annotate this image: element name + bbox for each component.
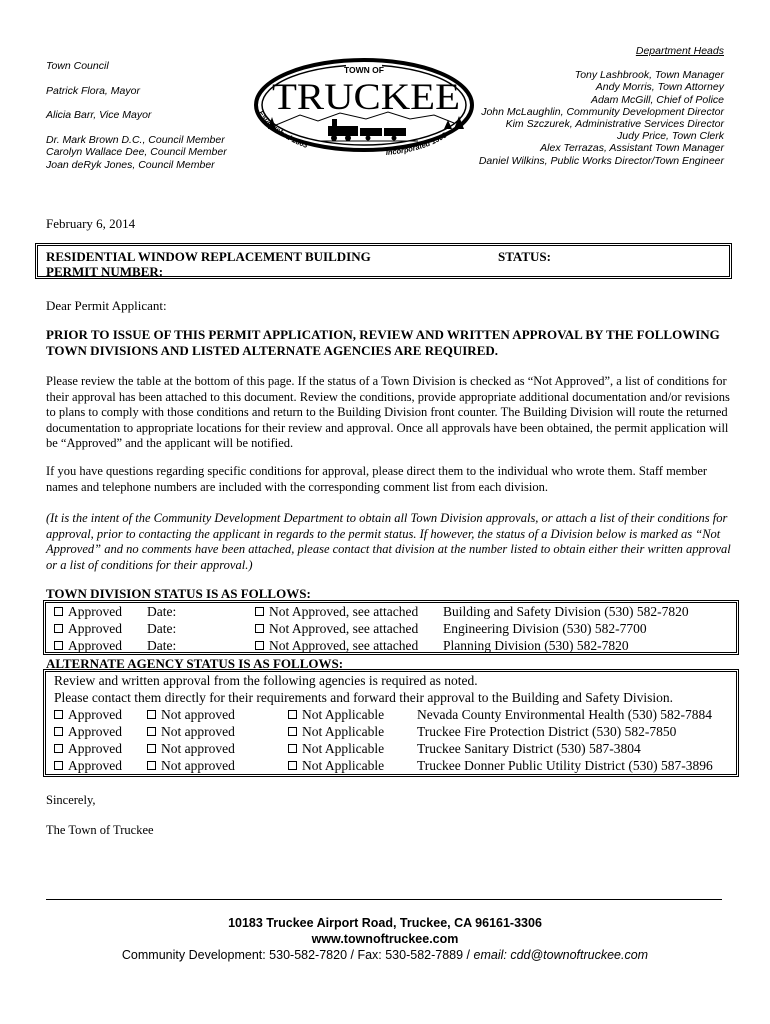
alternate-agency-title: ALTERNATE AGENCY STATUS IS AS FOLLOWS:: [46, 656, 344, 671]
not-approved-checkbox[interactable]: [255, 607, 264, 616]
department-heads-title: Department Heads: [635, 45, 724, 57]
prior-notice: PRIOR TO ISSUE OF THIS PERMIT APPLICATION, REVIEW AND WRITTEN APPROVAL BY THE FOLLOWING TOWN DIVISIONS AND LISTED ALTERNATE AGENCIES ARE REQUIRED.: [46, 327, 720, 358]
department-head: John McLaughlin, Community Development Director: [481, 105, 724, 118]
agency-intro: Review and written approval from the following agencies is required as noted.: [54, 673, 478, 688]
approved-checkbox[interactable]: [54, 641, 63, 650]
approved-checkbox[interactable]: [54, 710, 63, 719]
agency-name: Nevada County Environmental Health (530) 582-7884: [417, 707, 713, 722]
department-head: Tony Lashbrook, Town Manager: [574, 69, 724, 82]
letter-date: February 6, 2014: [46, 216, 136, 231]
closing-sincerely: Sincerely,: [46, 793, 96, 807]
date-label: Date:: [147, 638, 177, 653]
approved-checkbox[interactable]: [54, 624, 63, 633]
division-name: Planning Division (530) 582-7820: [443, 638, 629, 653]
council-member: Dr. Mark Brown D.C., Council Member: [46, 133, 225, 146]
department-head: Adam McGill, Chief of Police: [590, 93, 724, 106]
alternate-agency-table: [43, 669, 739, 777]
not-applicable-checkbox[interactable]: [288, 761, 297, 770]
town-division-title: TOWN DIVISION STATUS IS AS FOLLOWS:: [46, 586, 311, 601]
logo-top-text: TOWN OF: [344, 65, 384, 75]
not-approved-checkbox[interactable]: [147, 710, 156, 719]
footer-website[interactable]: www.townoftruckee.com: [311, 932, 459, 946]
agency-row: Approved Not approved Not Applicable Truckee Donner Public Utility District (530) 587-3896: [46, 758, 736, 775]
division-name: Building and Safety Division (530) 582-7820: [443, 604, 689, 619]
council-vice-mayor: Alicia Barr, Vice Mayor: [46, 109, 152, 121]
date-label: Date:: [147, 604, 177, 619]
department-head: Alex Terrazas, Assistant Town Manager: [540, 142, 724, 155]
not-applicable-checkbox[interactable]: [288, 710, 297, 719]
logo-established-text: Established 1863: [256, 108, 310, 150]
closing-signature: The Town of Truckee: [46, 823, 154, 837]
town-of-truckee-logo: [248, 55, 480, 163]
not-approved-checkbox[interactable]: [255, 641, 264, 650]
town-division-row: Approved Date: Not Approved, see attached Engineering Division (530) 582-7700: [46, 621, 736, 638]
division-name: Engineering Division (530) 582-7700: [443, 621, 647, 636]
permit-header-box: [35, 243, 732, 279]
agency-name: Truckee Fire Protection District (530) 582-7850: [417, 724, 677, 739]
not-approved-checkbox[interactable]: [255, 624, 264, 633]
town-division-row: Approved Date: Not Approved, see attached Building and Safety Division (530) 582-7820: [46, 604, 736, 621]
agency-name: Truckee Donner Public Utility District (530) 587-3896: [417, 758, 713, 773]
council-member: Joan deRyk Jones, Council Member: [46, 158, 215, 171]
footer-contact: [0, 948, 770, 962]
footer-address: 10183 Truckee Airport Road, Truckee, CA 96161-3306: [228, 916, 542, 930]
paragraph-questions: If you have questions regarding specific conditions for approval, please direct them to the individual who wrote them. Staff member names and telephone numbers are included with the corresponding comment list from each division.: [46, 464, 708, 494]
department-head: Judy Price, Town Clerk: [617, 130, 724, 143]
department-head: Daniel Wilkins, Public Works Director/Town Engineer: [478, 154, 724, 167]
not-applicable-checkbox[interactable]: [288, 744, 297, 753]
town-division-row: Approved Date: Not Approved, see attached Planning Division (530) 582-7820: [46, 638, 736, 655]
agency-intro: Please contact them directly for their requirements and forward their approval to the Building and Safety Division.: [54, 690, 673, 705]
agency-name: Truckee Sanitary District (530) 587-3804: [417, 741, 641, 756]
department-head: Andy Morris, Town Attorney: [595, 81, 724, 94]
agency-row: Approved Not approved Not Applicable Truckee Fire Protection District (530) 582-7850: [46, 724, 736, 741]
approved-checkbox[interactable]: [54, 761, 63, 770]
permit-number-label: PERMIT NUMBER:: [46, 264, 164, 279]
town-council-list: [46, 60, 227, 171]
permit-status-label: STATUS:: [498, 249, 551, 264]
not-applicable-checkbox[interactable]: [288, 727, 297, 736]
department-heads-list: [479, 45, 724, 167]
not-approved-checkbox[interactable]: [147, 744, 156, 753]
council-mayor: Patrick Flora, Mayor: [46, 84, 140, 97]
council-title: Town Council: [46, 60, 109, 72]
town-division-table: [43, 600, 739, 655]
date-label: Date:: [147, 621, 177, 636]
not-approved-checkbox[interactable]: [147, 727, 156, 736]
footer-phone-fax: Community Development: 530-582-7820 / Fax: 530-582-7889 /: [121, 948, 474, 962]
paragraph-intent: (It is the intent of the Community Development Department to obtain all Town Division approvals, or attach a list of their conditions for approval, prior to contacting the applicant in regards to the permit status. If however, the status of a Division below is marked as “Not Approved” and no comments have been attached, please contact that division at the number listed to obtain either their written approval or a list of conditions for their approval.): [46, 511, 731, 572]
not-approved-checkbox[interactable]: [147, 761, 156, 770]
approved-checkbox[interactable]: [54, 727, 63, 736]
department-head: Kim Szczurek, Administrative Services Director: [505, 118, 724, 131]
paragraph-instructions: Please review the table at the bottom of this page. If the status of a Town Division is checked as “Not Approved”, a list of conditions for their approval has been attached to this document. Review the conditions, provide appropriate additional documentation and/or revisions to plans to comply with those conditions and return to the Building Division front counter. The Building Division will route the returned documentation to appropriate locations for their review and approval. Once all approvals have been obtained, the permit application will be “Approved” and the applicant will be notified.: [46, 374, 730, 451]
logo-incorporated-text: Incorporated 1993: [385, 130, 449, 157]
approved-checkbox[interactable]: [54, 744, 63, 753]
approved-checkbox[interactable]: [54, 607, 63, 616]
logo-name: TRUCKEE: [272, 77, 460, 118]
agency-row: Approved Not approved Not Applicable Truckee Sanitary District (530) 587-3804: [46, 741, 736, 758]
footer-email[interactable]: email: cdd@townoftruckee.com: [473, 948, 649, 962]
council-member: Carolyn Wallace Dee, Council Member: [46, 146, 227, 158]
footer-divider: [46, 899, 722, 900]
permit-title: RESIDENTIAL WINDOW REPLACEMENT BUILDING: [46, 249, 371, 264]
agency-row: Approved Not approved Not Applicable Nevada County Environmental Health (530) 582-7884: [46, 707, 736, 724]
greeting: Dear Permit Applicant:: [46, 298, 167, 313]
